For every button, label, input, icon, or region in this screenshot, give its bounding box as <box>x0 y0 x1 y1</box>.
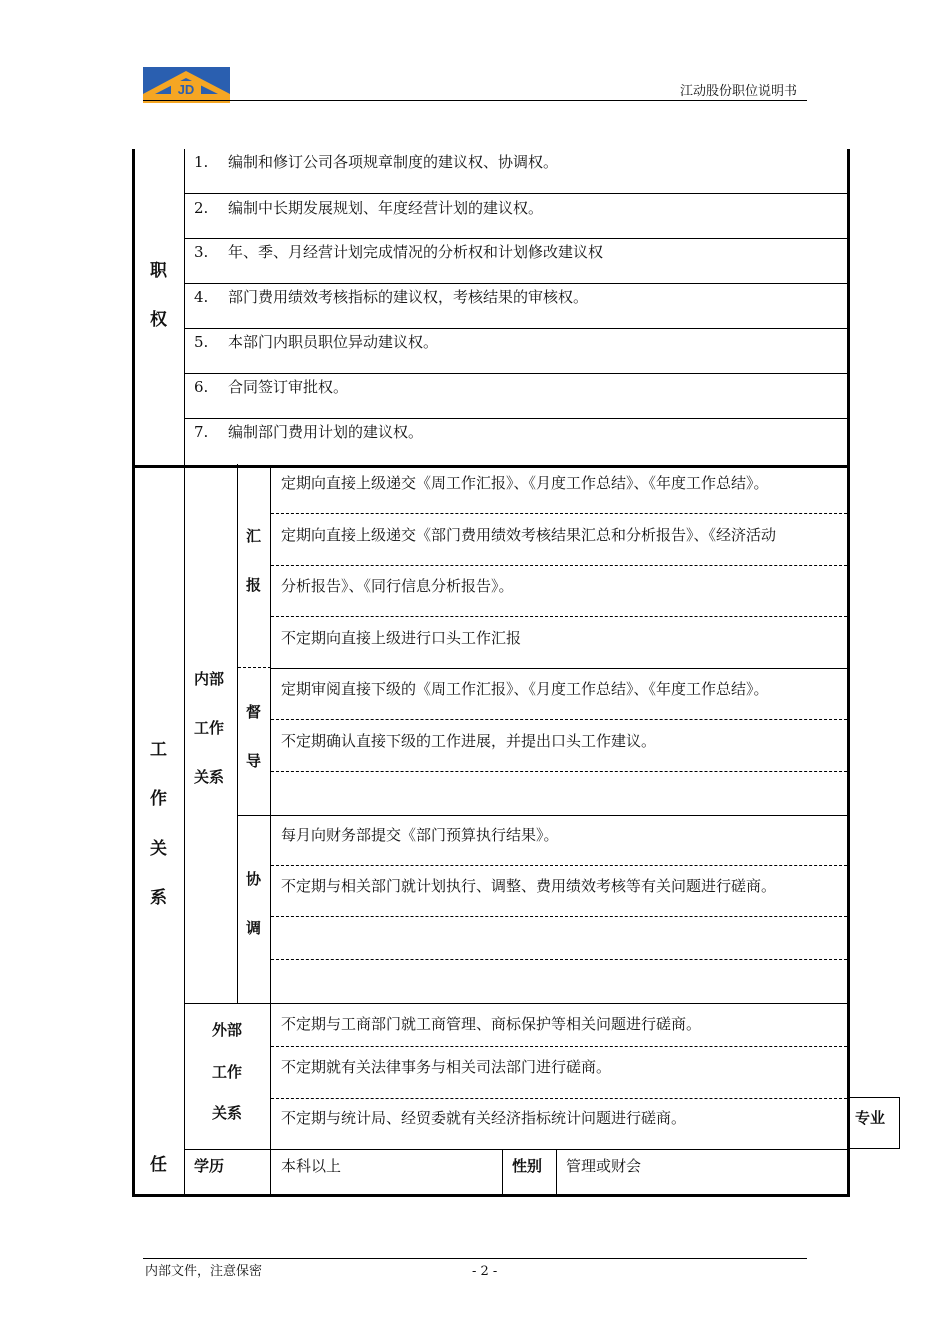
row-line <box>185 283 847 284</box>
external-label: 工作 <box>212 1063 243 1081</box>
dashed-divider <box>271 959 847 960</box>
qual-divider <box>502 1150 503 1195</box>
external-line: 不定期就有关法律事务与相关司法部门进行磋商。 <box>281 1058 612 1076</box>
gender-label: 性别 <box>512 1157 543 1175</box>
relations-label-char: 作 <box>150 789 167 809</box>
svg-text:JD: JD <box>177 82 195 97</box>
page-number: - 2 - <box>472 1264 498 1279</box>
major-label: 专业 <box>855 1109 886 1127</box>
authority-item-num: 2. <box>194 199 209 217</box>
dashed-divider <box>271 771 847 772</box>
supervise-label: 督 <box>246 703 262 721</box>
coordinate-label: 调 <box>246 919 262 937</box>
internal-label: 关系 <box>194 768 225 786</box>
row-line <box>271 668 847 669</box>
authority-label-2: 权 <box>150 310 167 330</box>
relations-label-char: 关 <box>150 839 167 859</box>
company-logo <box>143 67 230 103</box>
dashed-divider <box>271 865 847 866</box>
relations-label-char: 工 <box>150 740 167 760</box>
authority-item-num: 4. <box>194 288 209 306</box>
footer-rule <box>143 1258 807 1259</box>
authority-item-num: 6. <box>194 378 209 396</box>
authority-item-text: 部门费用绩效考核指标的建议权，考核结果的审核权。 <box>228 288 589 306</box>
internal-label: 内部 <box>194 670 225 688</box>
footer-confidential: 内部文件，注意保密 <box>145 1264 263 1279</box>
section-divider <box>132 465 850 468</box>
supervise-line: 定期审阅直接下级的《周工作汇报》、《月度工作总结》、《年度工作总结》。 <box>281 680 769 698</box>
authority-item-text: 年、季、月经营计划完成情况的分析权和计划修改建议权 <box>228 243 604 261</box>
qual-divider <box>556 1150 557 1195</box>
supervise-label: 导 <box>246 752 262 770</box>
authority-item-num: 1. <box>194 153 209 171</box>
report-label: 汇 <box>246 527 262 545</box>
education-value: 本科以上 <box>281 1157 342 1175</box>
internal-subtype-divider <box>237 464 238 1004</box>
authority-item-num: 7. <box>194 423 209 441</box>
dashed-divider <box>271 719 847 720</box>
external-label: 外部 <box>212 1021 243 1039</box>
authority-item-text: 合同签订审批权。 <box>228 378 349 396</box>
qual-divider <box>270 1150 271 1195</box>
row-line <box>185 1003 847 1004</box>
report-line: 定期向直接上级递交《部门费用绩效考核结果汇总和分析报告》、《经济活动 <box>281 526 777 544</box>
gender-value: 管理或财会 <box>566 1157 642 1175</box>
external-label: 关系 <box>212 1104 243 1122</box>
table-left-border <box>132 149 135 1197</box>
dashed-divider <box>271 916 847 917</box>
row-line <box>185 1149 847 1150</box>
relations-label-divider <box>184 468 185 1194</box>
report-line: 分析报告》、《同行信息分析报告》。 <box>281 577 514 595</box>
report-label: 报 <box>246 576 262 594</box>
authority-item-text: 编制部门费用计划的建议权。 <box>228 423 424 441</box>
dashed-divider <box>271 616 847 617</box>
table-right-border <box>847 149 850 1197</box>
dashed-divider <box>271 1046 847 1047</box>
dashed-divider <box>271 513 847 514</box>
coordinate-label: 协 <box>246 870 262 888</box>
row-line <box>238 815 847 816</box>
coordinate-line: 不定期与相关部门就计划执行、调整、费用绩效考核等有关问题进行磋商。 <box>281 877 777 895</box>
authority-item-text: 编制和修订公司各项规章制度的建议权、协调权。 <box>228 153 559 171</box>
dashed-divider <box>271 1098 847 1099</box>
row-line <box>185 418 847 419</box>
header-rule <box>143 100 807 101</box>
supervise-line: 不定期确认直接下级的工作进展，并提出口头工作建议。 <box>281 732 657 750</box>
row-line <box>185 193 847 194</box>
report-line: 不定期向直接上级进行口头工作汇报 <box>281 629 522 647</box>
authority-item-num: 5. <box>194 333 209 351</box>
authority-item-text: 本部门内职员职位异动建议权。 <box>228 333 439 351</box>
coordinate-line: 每月向财务部提交《部门预算执行结果》。 <box>281 826 559 844</box>
external-line: 不定期与统计局、经贸委就有关经济指标统计问题进行磋商。 <box>281 1109 687 1127</box>
education-label: 学历 <box>194 1157 225 1175</box>
dashed-divider <box>271 565 847 566</box>
relations-label-char: 系 <box>150 888 167 908</box>
qualification-label: 任 <box>150 1155 167 1175</box>
content-column-divider <box>270 468 271 1194</box>
row-line <box>185 238 847 239</box>
row-line <box>185 373 847 374</box>
authority-item-text: 编制中长期发展规划、年度经营计划的建议权。 <box>228 199 544 217</box>
table-bottom-border <box>132 1194 850 1197</box>
row-line <box>185 328 847 329</box>
authority-label-1: 职 <box>150 261 167 281</box>
document-title: 江动股份职位说明书 <box>680 84 798 99</box>
report-line: 定期向直接上级递交《周工作汇报》、《月度工作总结》、《年度工作总结》。 <box>281 474 769 492</box>
external-line: 不定期与工商部门就工商管理、商标保护等相关问题进行磋商。 <box>281 1015 702 1033</box>
internal-label: 工作 <box>194 719 225 737</box>
dashed-divider <box>238 667 271 668</box>
authority-item-num: 3. <box>194 243 209 261</box>
